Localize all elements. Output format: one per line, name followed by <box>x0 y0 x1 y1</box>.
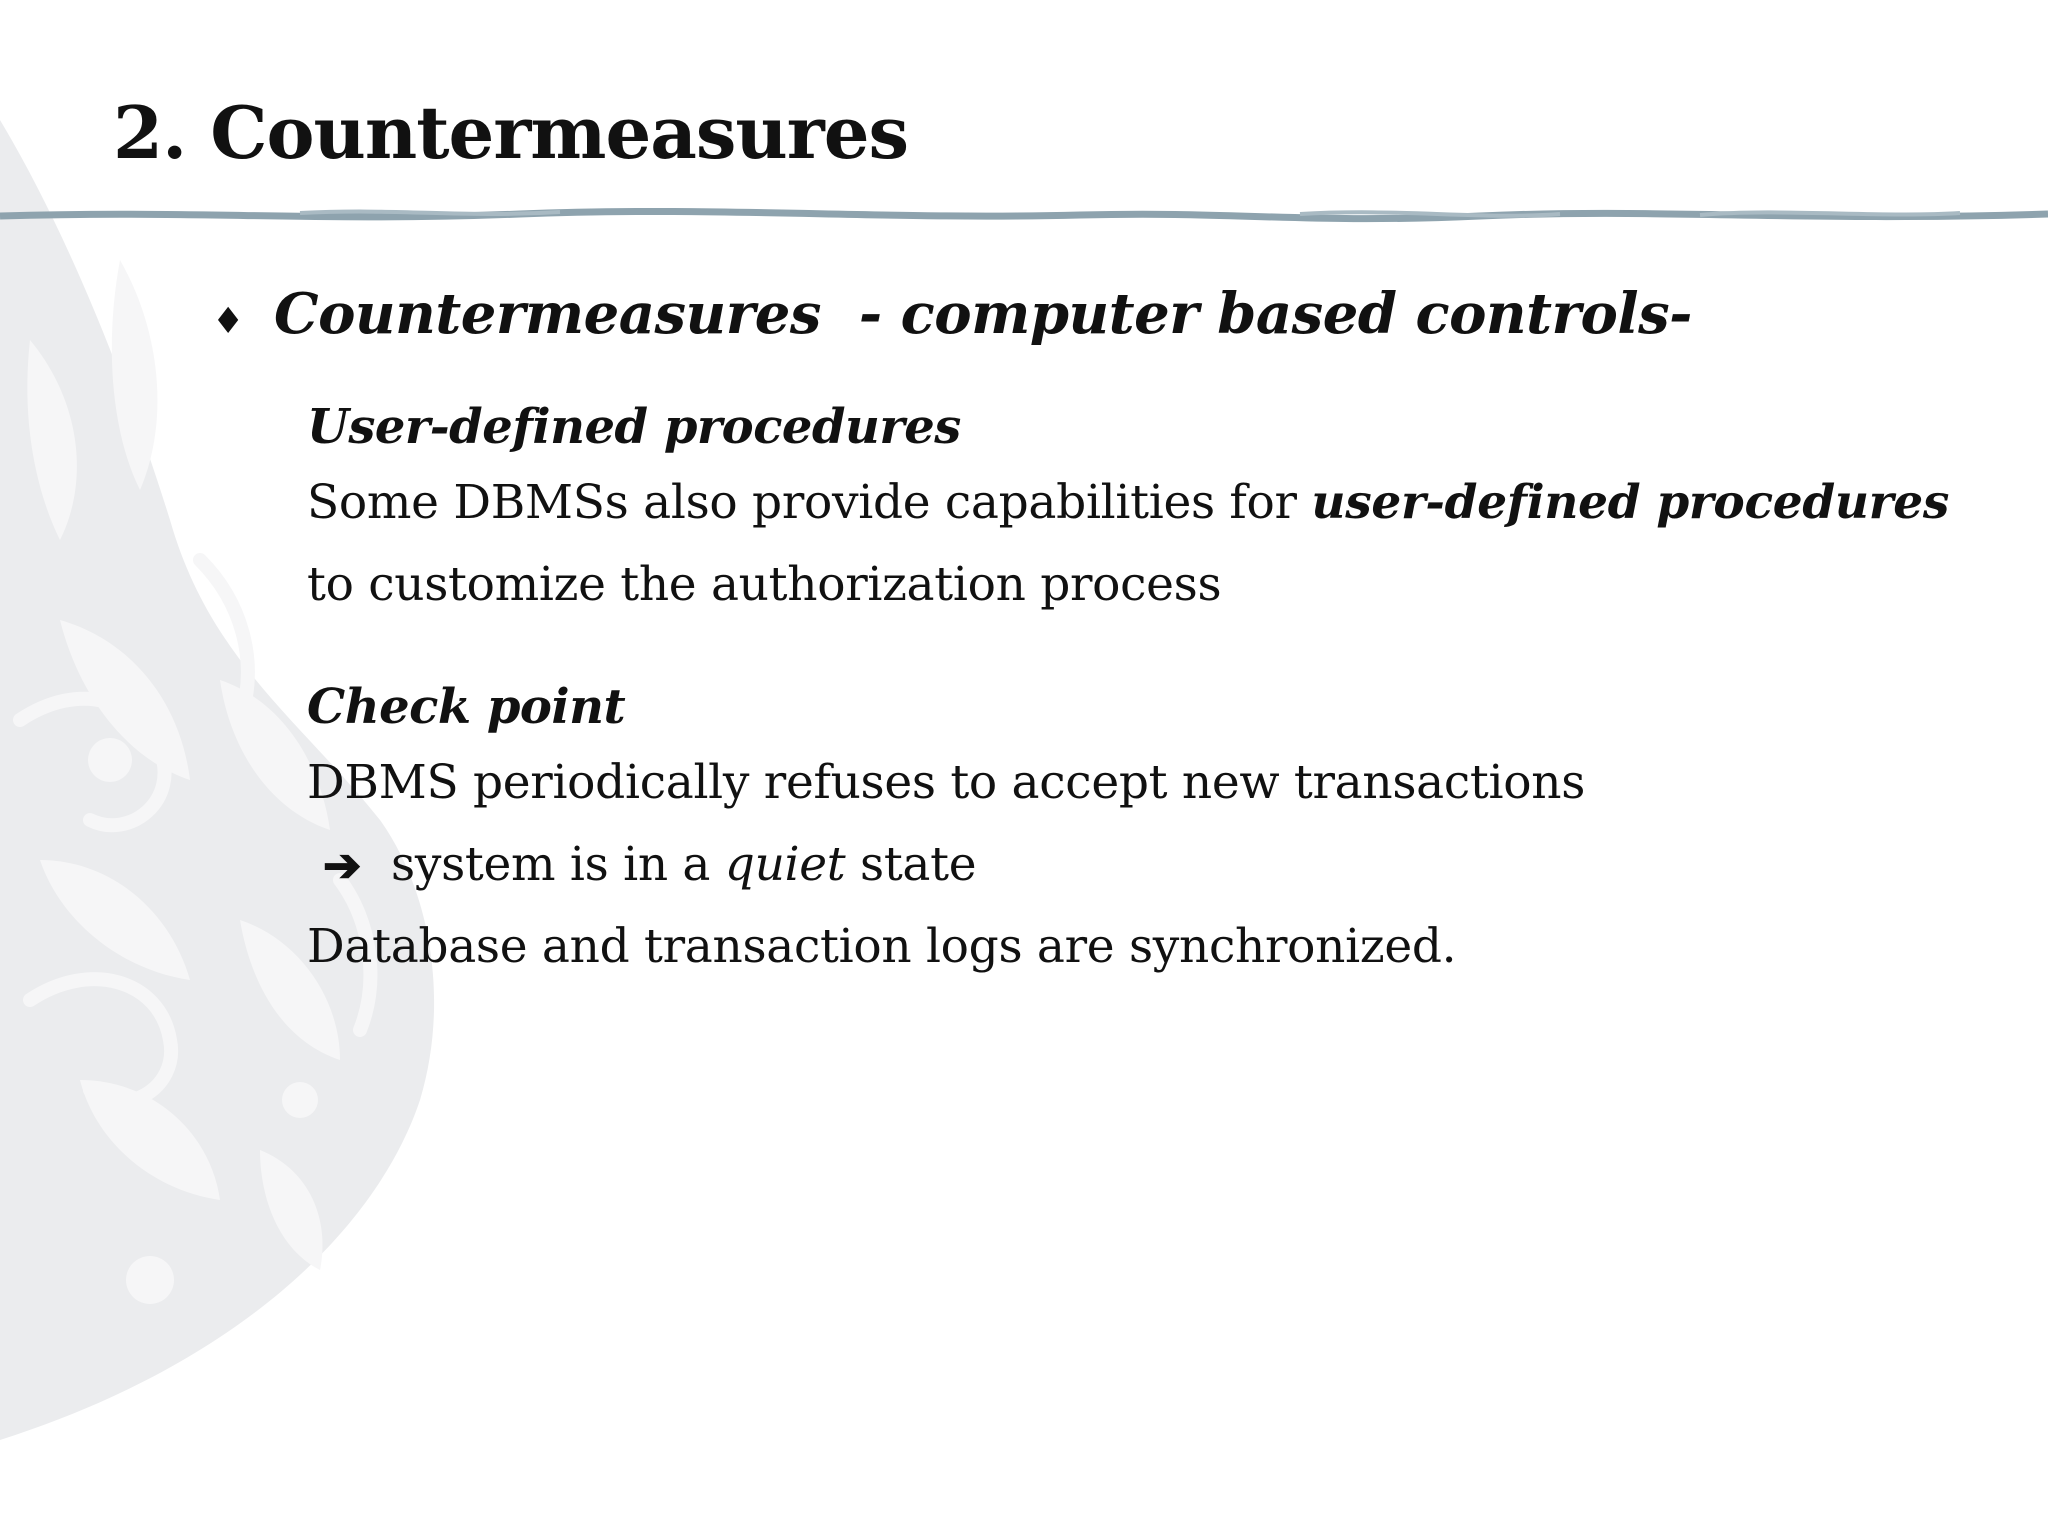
bullet-heading <box>274 272 1692 356</box>
emphasis-text: quiet <box>724 837 846 892</box>
section-heading: User-defined procedures <box>307 399 961 455</box>
section-check-point <box>307 672 1585 988</box>
section-heading: Check point <box>307 679 626 735</box>
bullet-heading-main: Countermeasures <box>274 281 821 347</box>
bullet-heading-sub: - computer based controls- <box>858 281 1692 347</box>
section-text-line <box>307 824 1585 906</box>
section-text-line: Database and transaction logs are synchronized. <box>307 919 1457 974</box>
text-suffix: state <box>845 837 977 892</box>
emphasis-text: user-defined procedures <box>1311 475 1950 530</box>
diamond-bullet-icon: ♦ <box>212 301 245 342</box>
text-fragment: Some DBMSs also provide capabilities for <box>307 475 1312 530</box>
section-text-line <box>307 462 1949 544</box>
text-fragment <box>391 824 976 906</box>
right-arrow-icon: ➔ <box>322 838 362 892</box>
section-text-line: DBMS periodically refuses to accept new transactions <box>307 755 1586 810</box>
slide-title: 2. Countermeasures <box>113 90 909 175</box>
main-bullet <box>212 272 1692 356</box>
title-divider <box>0 196 2048 232</box>
section-user-defined-procedures <box>307 392 1949 626</box>
section-text-line: to customize the authorization process <box>307 557 1222 612</box>
text-prefix: system is in a <box>391 837 725 892</box>
